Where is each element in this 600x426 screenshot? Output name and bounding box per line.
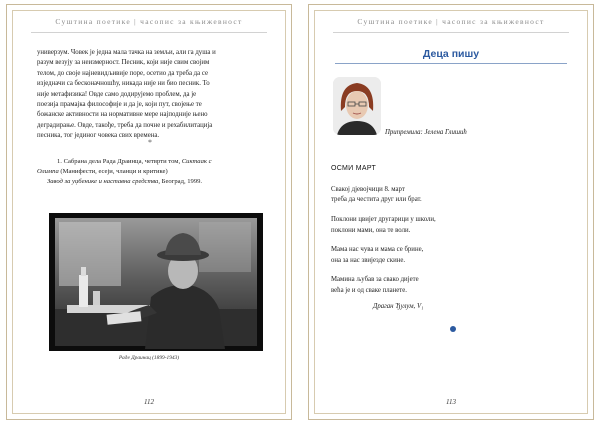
text-line: изједначи са бесконачношћу, никада није ни био песник. То xyxy=(37,80,210,88)
running-head: Суштина поетике | часопис за књижевност xyxy=(357,17,545,26)
contributor-portrait xyxy=(333,77,381,135)
header-rule xyxy=(31,32,267,33)
poem-line: Поклони цвијет другарици у школи, xyxy=(331,216,436,224)
text-line: деградирање. Овде, такође, треба да почне и рехабилитација xyxy=(37,121,213,129)
poem-stanza xyxy=(331,215,571,236)
photo-caption: Раде Драинац (1899-1943) xyxy=(118,355,180,361)
footnote-line xyxy=(37,157,269,167)
poem-stanza xyxy=(331,185,571,206)
section-separator: * xyxy=(148,138,152,147)
header-rule xyxy=(333,32,569,33)
footnote-text: (Манифести, есеји, чланци и критике) xyxy=(58,168,168,175)
bullet-dot-icon xyxy=(450,326,456,332)
body-text xyxy=(37,48,269,142)
page-number: 113 xyxy=(446,398,456,406)
footnote-italic: Олимпа xyxy=(37,168,59,175)
title-rule xyxy=(335,63,567,64)
text-line: телом, до своје најневидљивије поре, осетио да треба да се xyxy=(37,69,208,77)
poem-line: Мамина љубав за свако дијете xyxy=(331,276,419,284)
footnote-italic: Сиктаак с xyxy=(181,158,212,165)
poem-author: Драган Ђулум, V₁ xyxy=(373,303,424,310)
running-head: Суштина поетике | часопис за књижевност xyxy=(55,17,243,26)
poem-stanza xyxy=(331,245,571,266)
page-number: 112 xyxy=(144,398,154,406)
poem-stanza xyxy=(331,275,571,296)
poem-line: поклони мами, она те воли. xyxy=(331,226,411,234)
section-title: Деца пишу xyxy=(422,48,480,60)
poem-line: Мама нас чува и мама се брине, xyxy=(331,246,424,254)
text-line: универзум. Човек је једна мала тачка на земљи, али га душа и xyxy=(37,49,216,56)
poem-line: Свакој дјевојчици 8. март xyxy=(331,186,405,193)
poem-line: она за нас звијезде скине. xyxy=(331,256,406,264)
poem-line: треба да честита друг или брат. xyxy=(331,196,422,204)
poem-title: ОСМИ МАРТ xyxy=(331,165,377,172)
photo-illustration xyxy=(49,213,263,351)
prepared-by: Припремила: Јелена Глишић xyxy=(385,129,467,136)
author-photo xyxy=(49,213,263,351)
footnote-text: 1. Сабрана дела Рада Драинца, четврти том, xyxy=(57,158,182,165)
footnote xyxy=(37,157,269,187)
left-page xyxy=(6,4,292,420)
text-line: разум везују за неизмерност. Песник, који није свим својим xyxy=(37,59,210,67)
portrait-illustration xyxy=(333,77,381,135)
footnote-italic: Завод за уџбенике и наставна средства xyxy=(47,178,159,185)
footnote-text: , Београд, 1999. xyxy=(158,178,203,185)
text-line: поезија прамајка философије и да је, који пут, својење те xyxy=(37,101,202,109)
text-line: божанске активности на нормативне мере најподније њено xyxy=(37,111,208,119)
text-line: песника, тог јединог човека свих времена. xyxy=(37,132,160,140)
right-page xyxy=(308,4,594,420)
poem xyxy=(331,185,571,305)
text-line: није метафизика! Овде само додирујемо проблем, да је xyxy=(37,90,197,98)
poem-line: већа је и од сваке планете. xyxy=(331,286,407,294)
footnote-line xyxy=(37,167,269,177)
footnote-line xyxy=(37,177,269,187)
